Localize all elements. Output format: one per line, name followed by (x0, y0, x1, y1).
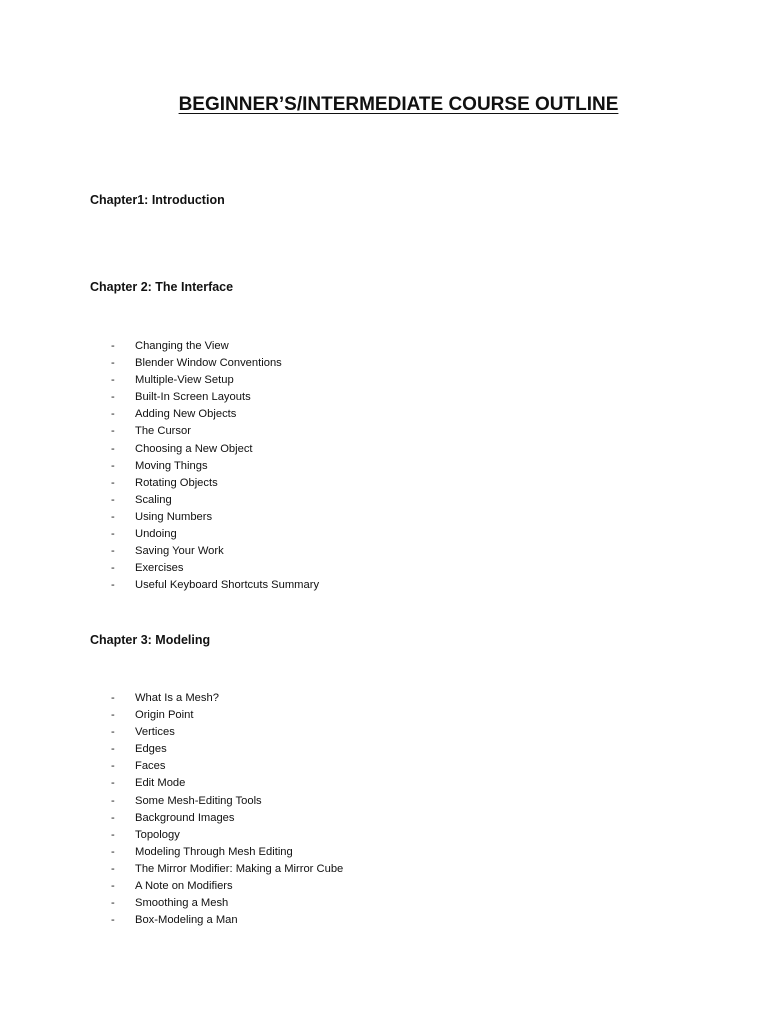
list-bullet-dash: - (111, 777, 115, 790)
list-bullet-dash: - (111, 459, 115, 472)
topic-label: Scaling (135, 493, 172, 506)
chapter-heading-interface: Chapter 2: The Interface (90, 280, 234, 294)
list-bullet-dash: - (111, 709, 115, 722)
topic-label: Some Mesh-Editing Tools (135, 794, 262, 807)
list-bullet-dash: - (111, 692, 115, 704)
list-bullet-dash: - (111, 391, 115, 404)
topic-label: Smoothing a Mesh (135, 897, 229, 910)
list-bullet-dash: - (111, 579, 115, 592)
list-bullet-dash: - (111, 845, 115, 858)
list-bullet-dash: - (111, 476, 115, 489)
topic-label: Using Numbers (135, 510, 213, 523)
list-bullet-dash: - (111, 914, 115, 927)
topic-label: Edit Mode (135, 777, 186, 790)
list-bullet-dash: - (111, 760, 115, 773)
topic-label: Saving Your Work (135, 545, 224, 558)
topic-label: Topology (135, 828, 180, 841)
list-bullet-dash: - (111, 726, 115, 739)
topic-label: Exercises (135, 562, 184, 575)
list-bullet-dash: - (111, 493, 115, 506)
list-bullet-dash: - (111, 442, 115, 455)
list-bullet-dash: - (111, 374, 115, 387)
topic-label: Choosing a New Object (135, 442, 253, 455)
topic-label: Useful Keyboard Shortcuts Summary (135, 579, 320, 592)
topic-label: Faces (135, 760, 166, 773)
topic-label: Vertices (135, 726, 175, 739)
topic-label: Origin Point (135, 709, 194, 722)
topic-label: Adding New Objects (135, 408, 237, 421)
list-bullet-dash: - (111, 743, 115, 756)
document-title: BEGINNER’S/INTERMEDIATE COURSE OUTLINE (178, 94, 619, 115)
topic-label: Multiple-View Setup (135, 374, 234, 387)
topic-label: Edges (135, 743, 167, 756)
topic-label: Undoing (135, 528, 177, 541)
list-bullet-dash: - (111, 425, 115, 438)
list-bullet-dash: - (111, 340, 115, 352)
topic-label: The Mirror Modifier: Making a Mirror Cube (135, 862, 344, 875)
list-bullet-dash: - (111, 880, 115, 893)
list-bullet-dash: - (111, 562, 115, 575)
list-bullet-dash: - (111, 357, 115, 370)
topic-label: The Cursor (135, 425, 191, 438)
topic-label: Rotating Objects (135, 476, 218, 489)
topic-label: Changing the View (135, 340, 229, 352)
list-bullet-dash: - (111, 828, 115, 841)
list-bullet-dash: - (111, 408, 115, 421)
list-bullet-dash: - (111, 528, 115, 541)
topic-label: Box-Modeling a Man (135, 914, 238, 927)
list-bullet-dash: - (111, 510, 115, 523)
topic-label: Background Images (135, 811, 235, 824)
chapter-heading-modeling: Chapter 3: Modeling (90, 633, 211, 647)
chapter-heading-introduction: Chapter1: Introduction (90, 193, 225, 207)
topic-label: A Note on Modifiers (135, 880, 233, 893)
list-bullet-dash: - (111, 897, 115, 910)
topic-label: What Is a Mesh? (135, 692, 219, 704)
topic-label: Modeling Through Mesh Editing (135, 845, 293, 858)
list-bullet-dash: - (111, 811, 115, 824)
list-bullet-dash: - (111, 794, 115, 807)
topic-label: Blender Window Conventions (135, 357, 282, 370)
topic-label: Built-In Screen Layouts (135, 391, 251, 404)
list-bullet-dash: - (111, 862, 115, 875)
list-bullet-dash: - (111, 545, 115, 558)
topic-label: Moving Things (135, 459, 208, 472)
